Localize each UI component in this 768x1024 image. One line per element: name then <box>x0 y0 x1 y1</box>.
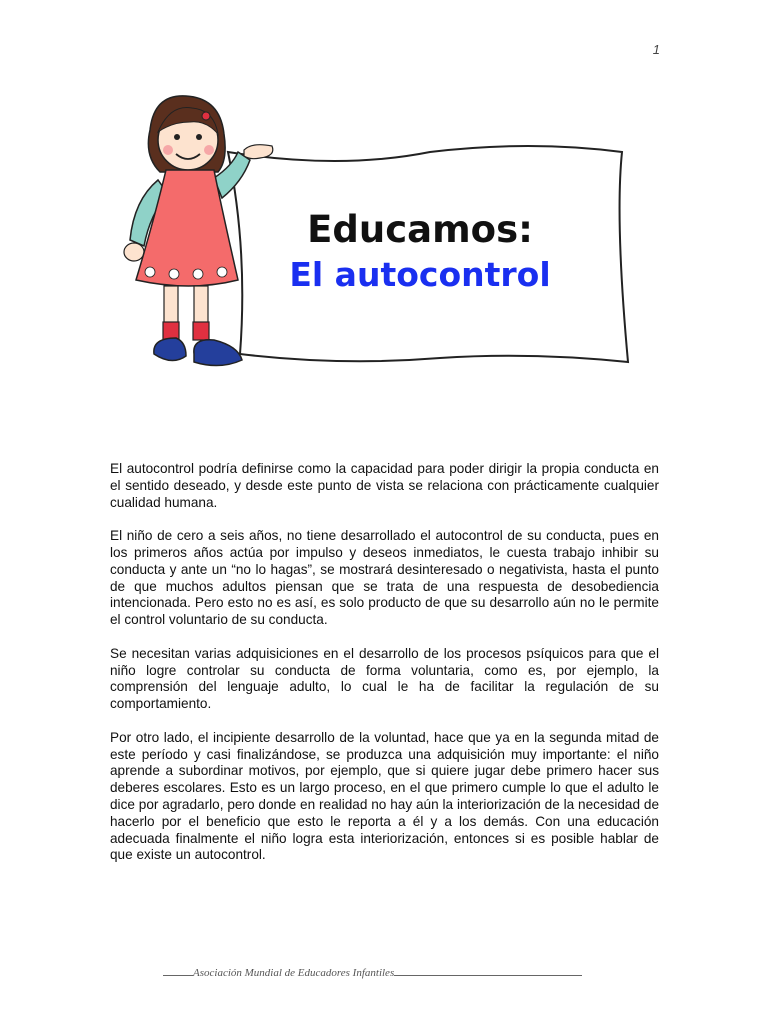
paragraph: El autocontrol podría definirse como la capacidad para poder dirigir la propia conducta en el sentido deseado, y desde este punto de vista se relaciona con prácticamente cualquier cualidad humana. <box>110 461 659 510</box>
paragraph: El niño de cero a seis años, no tiene desarrollado el autocontrol de su conducta, pues en los primeros años actúa por impulso y deseos inmediatos, le cuesta trabajo inhibir su conducta y ante un “no lo hagas”, se mostrará desinteresado o negativista, hasta el punto de que muchos adultos piensan que se trata de una respuesta de desobediencia intencionada. Pero esto no es así, es solo producto de que su desarrollo aún no le permite el control voluntario de su conducta. <box>110 528 659 628</box>
footer-rule-left <box>163 966 193 976</box>
banner-subtitle: El autocontrol <box>289 255 551 294</box>
paragraph: Se necesitan varias adquisiciones en el desarrollo de los procesos psíquicos para que el niño logre controlar su conducta de forma voluntaria, como es, por ejemplo, la comprensión del lenguaje adulto, lo cual le ha de facilitar la regulación de su comportamiento. <box>110 645 659 712</box>
banner-text <box>252 208 588 298</box>
body-text <box>110 461 659 881</box>
footer-text: Asociación Mundial de Educadores Infantiles <box>193 967 395 979</box>
page-number: 1 <box>652 42 660 57</box>
page-footer <box>163 966 623 979</box>
paragraph: Por otro lado, el incipiente desarrollo de la voluntad, hace que ya en la segunda mitad de este período y casi finalizándose, se produzca una adquisición muy importante: el niño aprende a subordinar motivos, por ejemplo, que si quiere jugar debe primero hacer sus deberes escolares. Esto es un largo proceso, en el que primero cumple lo que el adulto le dice por agradarlo, pero donde en realidad no hay aún la interiorización de la necesidad de hacerlo por el beneficio que esto le reporta a él y a los demás. Con una educación adecuada finalmente el niño logra esta interiorización, entonces si es posible hablar de que existe un autocontrol. <box>110 729 659 863</box>
banner-title: Educamos: <box>307 208 533 251</box>
footer-rule-right <box>394 966 582 976</box>
